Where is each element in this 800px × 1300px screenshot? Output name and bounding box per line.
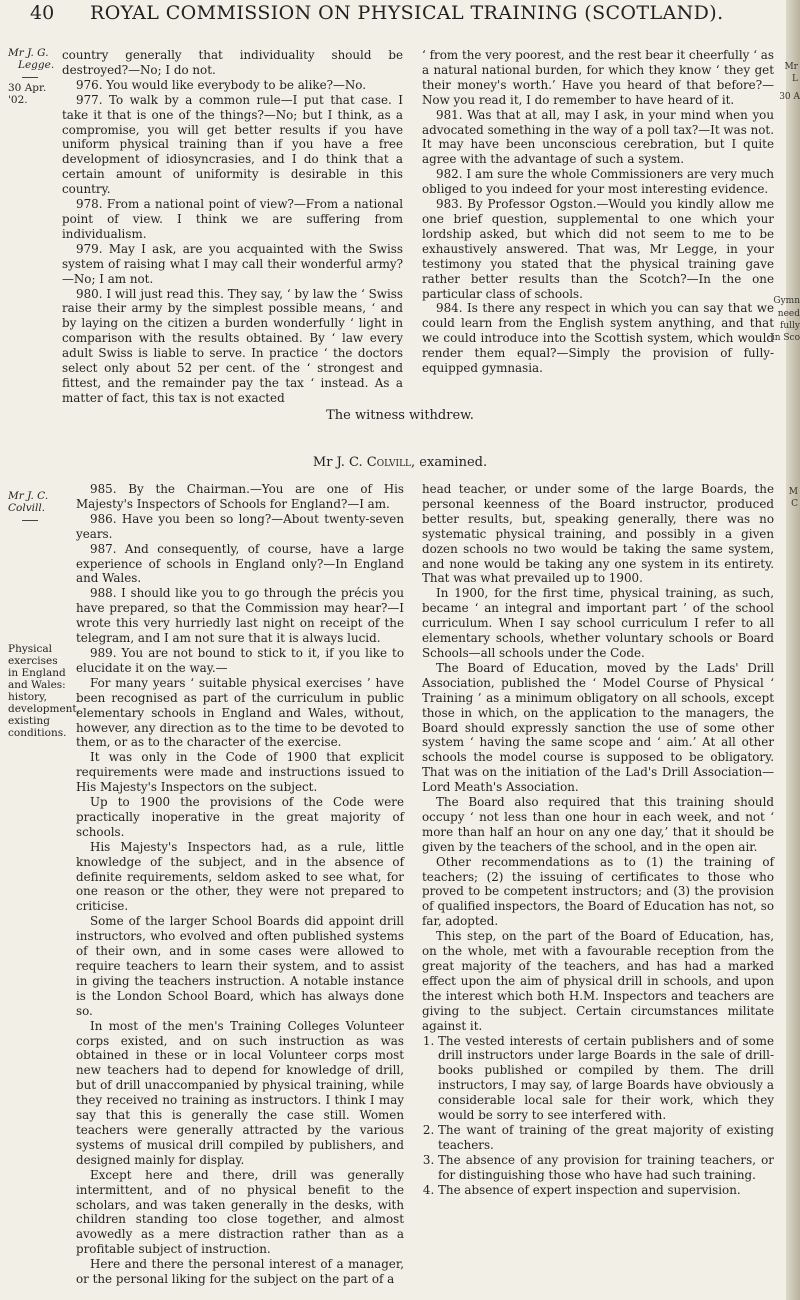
paragraph: 981. Was that at all, may I ask, in your mind when you advocated something in the way of a poll tax?—It was not. It may have been unconscious cerebration, but I quite agree with the advantage of such a system. xyxy=(422,107,774,167)
examined-heading xyxy=(0,455,800,470)
witness-withdrew: The witness withdrew. xyxy=(326,408,474,423)
paragraph: In 1900, for the first time, physical training, as such, became ‘ an integral and important part ’ of the school curriculum. When I say school curriculum I refer to all elementary schools, whether voluntary schools or Board Schools—all schools under the Code. xyxy=(422,586,774,660)
paragraph: head teacher, or under some of the large Boards, the personal keenness of the Board instructor, produced better results, but, speaking generally, there was no systematic physical training, and possibly in a given dozen schools no two would be taking the same system, and none would be taking any one system in its entirety. That was what prevailed up to 1900. xyxy=(422,482,774,586)
paragraph: For many years ‘ suitable physical exercises ’ have been recognised as part of the curriculum in public elementary schools in England and Wales, without, however, any direction as to the time to be devoted to them, or as to the character of the exercise. xyxy=(76,675,404,750)
section1-right-column xyxy=(422,48,774,376)
paragraph: 983. By Professor Ogston.—Would you kindly allow me one brief question, supplemental to one which your lordship asked, but which did not seem to me to be exhaustively answered. That was, Mr Legge, in your testimony you stated that the physical training gave rather better results than the Scotch?—In the one particular class of schools. xyxy=(422,197,774,301)
paragraph: 989. You are not bound to stick to it, if you like to elucidate it on the way.— xyxy=(76,645,404,675)
edge-fragment: in Sco xyxy=(771,333,800,343)
circumstances-list xyxy=(422,1034,774,1198)
list-item: 3. The absence of any provision for training teachers, or for distinguishing those who have had such training. xyxy=(438,1153,774,1183)
examined-suffix: , examined. xyxy=(411,455,488,470)
paragraph: This step, on the part of the Board of Education, has, on the whole, met with a favourable reception from the great majority of the teachers, and has had a marked effect upon the aim of physical drill in schools, and upon the interest which both H.M. Inspectors and teachers are giving to the subject. Certain circumstances militate against it. xyxy=(422,929,774,1033)
margin-witness-title: Mr J. C. xyxy=(8,490,49,502)
margin-divider xyxy=(22,520,38,521)
paragraph: Except here and there, drill was generally intermittent, and of no physical benefit to the scholars, and was taken generally in the desks, with children standing too close together, and almost avowedly as a mere distraction rather than as a profitable subject of instruction. xyxy=(76,1167,404,1257)
paragraph: 988. I should like you to go through the précis you have prepared, so that the Commission may hear?—I wrote this very hurriedly last night on receipt of the telegram, and I am not sure that it is always lucid. xyxy=(76,586,404,646)
examined-name: J. C. Colvill xyxy=(336,455,412,470)
edge-fragment: M xyxy=(788,487,798,497)
edge-fragment: Gymn xyxy=(773,296,800,306)
edge-fragment: C xyxy=(791,499,798,509)
paragraph: Here and there the personal interest of a manager, or the personal liking for the subject on the part of a xyxy=(76,1257,404,1287)
edge-fragment: L xyxy=(792,74,798,84)
section1-left-column xyxy=(62,48,403,406)
margin-witness-title: Mr J. G. xyxy=(8,47,49,59)
margin-witness-name: Colvill. xyxy=(8,502,46,514)
list-item: 2. The want of training of the great majority of existing teachers. xyxy=(438,1123,774,1153)
paragraph: It was only in the Code of 1900 that explicit requirements were made and instructions issued to His Majesty's Inspectors on the subject. xyxy=(76,750,404,795)
margin-side-note: Physical exercises in England and Wales: history, development, existing conditions. xyxy=(8,643,80,739)
paragraph: The Board of Education, moved by the Lads' Drill Association, published the ‘ Model Course of Physical ‘ Training ’ as a minimum obligatory on all schools, except those in which, on the application to the managers, the Board should expressly sanction the use of some other system ‘ having the same scope and ‘ aim.’ At all other schools the model course is supposed to be obligatory. That was on the initiation of the Lad's Drill Association—Lord Meath's Association. xyxy=(422,660,774,795)
margin-date: 30 Apr. '02. xyxy=(8,82,47,106)
paragraph: His Majesty's Inspectors had, as a rule, little knowledge of the subject, and in the absence of definite requirements, seldom asked to see what, for one reason or the other, they were not prepared to criticise. xyxy=(76,839,404,914)
paragraph: country generally that individuality should be destroyed?—No; I do not. xyxy=(62,48,403,77)
paragraph: The Board also required that this training should occupy ‘ not less than one hour in each week, and not ‘ more than half an hour on any one day,’ that it should be given by the teachers of the school, and in the open air. xyxy=(422,795,774,854)
paragraph: Some of the larger School Boards did appoint drill instructors, who evolved and often published systems of their own, and in some cases were allowed to require teachers to learn their system, and to assist in giving the teachers instruction. A notable instance is the London School Board, which has always done so. xyxy=(76,914,404,1018)
section2-left-column xyxy=(76,482,404,1287)
margin-witness-colvill xyxy=(8,490,60,521)
paragraph: ‘ from the very poorest, and the rest bear it cheerfully ‘ as a natural national burden, for which they know ‘ they get their money's worth.’ Have you heard of that before?—Now you read it, I do remember to have heard of it. xyxy=(422,48,774,107)
paragraph: 986. Have you been so long?—About twenty-seven years. xyxy=(76,511,404,541)
paragraph: 979. May I ask, are you acquainted with the Swiss system of raising what I may call their wonderful army?—No; I am not. xyxy=(62,241,403,286)
list-item: 4. The absence of expert inspection and supervision. xyxy=(438,1183,774,1198)
paragraph: 980. I will just read this. They say, ‘ by law the ‘ Swiss raise their army by the simplest possible means, ‘ and by laying on the citizen a burden wonderfully ‘ light in comparison with the results obtained. By ‘ law every adult Swiss is liable to serve. In practice ‘ the doctors select only about 52 per cent. of the ‘ strongest and fittest, and the remainder pay the tax ‘ instead. As a matter of fact, this tax is not exacted xyxy=(62,286,403,405)
page-edge xyxy=(786,0,800,1300)
examined-prefix: Mr xyxy=(312,455,337,470)
paragraph: 982. I am sure the whole Commissioners are very much obliged to you indeed for your most interesting evidence. xyxy=(422,167,774,197)
margin-divider xyxy=(22,77,38,78)
paragraph: In most of the men's Training Colleges Volunteer corps existed, and on such instruction as was obtained in these or in local Volunteer corps most new teachers had to depend for knowledge of drill, but of drill unaccompanied by physical training, while they received no training as instructors. I think I may say that this is generally the case still. Women teachers were generally attracted by the various systems of musical drill compiled by publishers, and designed mainly for display. xyxy=(76,1018,404,1167)
edge-fragment: 30 A xyxy=(779,92,800,102)
paragraph: Other recommendations as to (1) the training of teachers; (2) the issuing of certificates to those who proved to be competent instructors; and (3) the provision of qualified inspectors, the Board of Education has not, so far, adopted. xyxy=(422,854,774,929)
running-title: ROYAL COMMISSION ON PHYSICAL TRAINING (SCOTLAND). xyxy=(90,2,724,24)
paragraph: 987. And consequently, of course, have a large experience of schools in England only?—In England and Wales. xyxy=(76,541,404,586)
paragraph: 978. From a national point of view?—From a national point of view. I think we are suffering from individualism. xyxy=(62,197,403,241)
list-item: 1. The vested interests of certain publishers and of some drill instructors under large Boards in the sale of drill-books published or compiled by them. The drill instructors, I may say, of large Boards have obviously a considerable local sale for their work, which they would be sorry to see interfered with. xyxy=(438,1034,774,1123)
page-number: 40 xyxy=(30,2,55,24)
margin-witness-legge xyxy=(8,47,58,106)
margin-witness-name: Legge. xyxy=(18,59,55,71)
edge-fragment: need xyxy=(777,309,800,319)
edge-fragment: fully xyxy=(780,321,800,331)
section2-right-column xyxy=(422,482,774,1198)
paragraph: 977. To walk by a common rule—I put that case. I take it that is one of the things?—No; but I think, as a compromise, you will get better results if you have uniform physical training than if you have a free development of idiosyncrasies, and I do think that a certain amount of uniformity is desirable in this country. xyxy=(62,92,403,197)
paragraph: 984. Is there any respect in which you can say that we could learn from the English system anything, and that we could introduce into the Scottish system, which would render them equal?—Simply the provision of fully-equipped gymnasia. xyxy=(422,301,774,376)
paragraph: 985. By the Chairman.—You are one of His Majesty's Inspectors of Schools for England?—I am. xyxy=(76,482,404,511)
edge-fragment: Mr xyxy=(784,62,798,72)
paragraph: 976. You would like everybody to be alike?—No. xyxy=(76,77,367,92)
paragraph: Up to 1900 the provisions of the Code were practically inoperative in the great majority of schools. xyxy=(76,795,404,839)
